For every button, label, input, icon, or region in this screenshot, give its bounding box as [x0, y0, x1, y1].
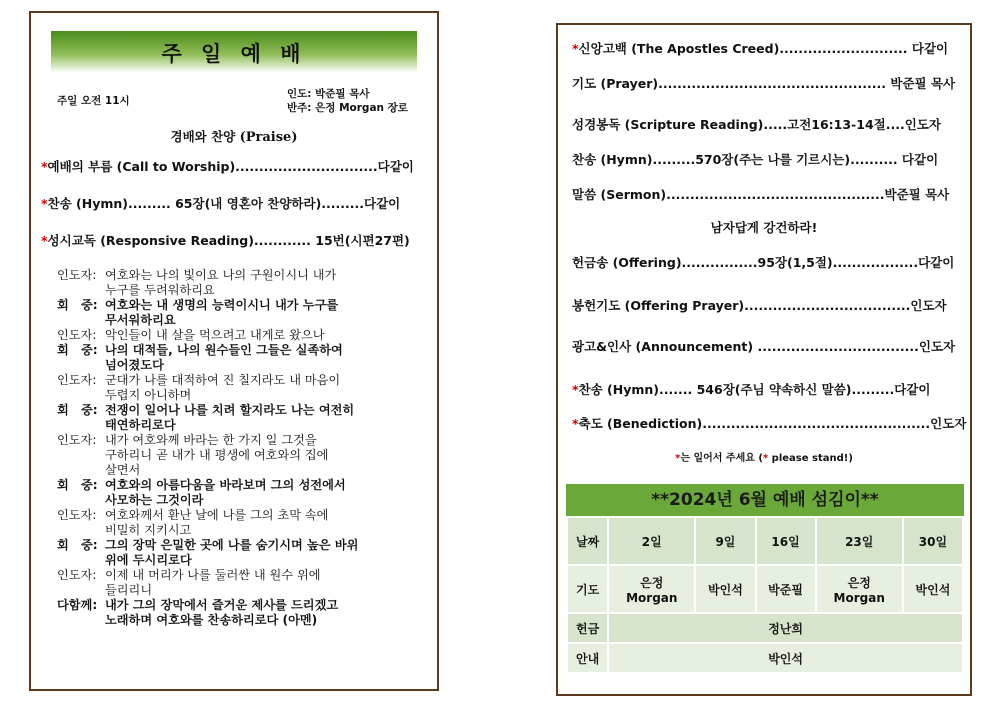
reading-role: 다함께:: [57, 598, 98, 612]
order-item: 봉헌기도 (Offering Prayer)...................................인도자: [572, 298, 947, 313]
reading-text: 여호와는 나의 빛이요 나의 구원이시니 내가: [105, 268, 337, 282]
reading-text: 군대가 나를 대적하여 진 칠지라도 내 마음이: [105, 373, 341, 387]
table-cell: 박인석: [608, 643, 963, 673]
table-cell: 날짜: [567, 517, 608, 565]
reading-line: [57, 523, 432, 538]
reading-line: [57, 433, 432, 448]
table-cell: 30일: [903, 517, 963, 565]
order-item: 찬송 (Hymn).........570장(주는 나를 기르시는).......... 다같이: [572, 152, 939, 167]
reading-role: 회 중:: [57, 478, 98, 492]
reading-line: [57, 403, 432, 418]
order-item: *찬송 (Hymn)......... 65장(내 영혼아 찬양하라).........다같이: [41, 196, 401, 211]
order-item: *성시교독 (Responsive Reading)............ 15번(시편27편): [41, 233, 410, 248]
schedule-table: [566, 516, 964, 674]
reading-text: 넘어졌도다: [105, 358, 164, 372]
reading-text: 사모하는 그것이라: [105, 493, 204, 507]
reading-text: 노래하며 여호와를 찬송하리로다 (아멘): [105, 613, 318, 627]
reading-text: 비밀히 지키시고: [105, 523, 192, 537]
table-cell: 기도: [567, 565, 608, 613]
schedule-title: **2024년 6월 예배 섬김이**: [566, 484, 964, 516]
reading-text: 구하리니 곧 내가 내 평생에 여호와의 집에: [105, 448, 329, 462]
reading-role: 인도자:: [57, 328, 97, 342]
table-cell: 23일: [816, 517, 903, 565]
table-cell: 2일: [608, 517, 695, 565]
table-cell: 정난희: [608, 613, 963, 643]
table-cell: 박인석: [695, 565, 755, 613]
table-cell: 안내: [567, 643, 608, 673]
reading-line: [57, 538, 432, 553]
order-item: 광고&인사 (Announcement) ..................................인도자: [572, 339, 956, 354]
order-item: *신앙고백 (The Apostles Creed)........................... 다같이: [572, 41, 949, 56]
reading-text: 살면서: [105, 463, 141, 477]
reading-text: 악인들이 내 살을 먹으려고 내게로 왔으나: [105, 328, 325, 342]
reading-role: 인도자:: [57, 268, 97, 282]
reading-line: [57, 583, 432, 598]
page-title: 주 일 예 배: [161, 42, 307, 66]
reading-text: 위에 두시리로다: [105, 553, 192, 567]
order-item: *축도 (Benediction)................................................인도자: [572, 416, 967, 431]
reading-line: [57, 298, 432, 313]
leader-info: 인도: 박준필 목사: [287, 88, 370, 100]
reading-text: 이제 내 머리가 나를 둘러싼 내 원수 위에: [105, 568, 321, 582]
table-row: [567, 643, 963, 673]
reading-role: 인도자:: [57, 373, 97, 387]
service-time: 주일 오전 11시: [57, 95, 130, 107]
reading-text: 누구를 두려워하리요: [105, 283, 215, 297]
reading-line: [57, 268, 432, 283]
reading-line: [57, 343, 432, 358]
reading-text: 들리리니: [105, 583, 153, 597]
reading-line: [57, 328, 432, 343]
table-cell: 9일: [695, 517, 755, 565]
reading-text: 태연하리로다: [105, 418, 176, 432]
order-item: 말씀 (Sermon)..............................................박준필 목사: [572, 187, 950, 202]
reading-line: [57, 613, 432, 628]
stand-note: *는 일어서 주세요 (* please stand!): [675, 453, 853, 464]
order-item: *예배의 부름 (Call to Worship)..............................다같이: [41, 159, 414, 174]
responsive-reading: [57, 268, 432, 628]
accompanist-info: 반주: 은정 Morgan 장로: [287, 102, 408, 114]
reading-role: 인도자:: [57, 568, 97, 582]
reading-role: 인도자:: [57, 433, 97, 447]
reading-line: [57, 478, 432, 493]
table-row: [567, 613, 963, 643]
table-cell: 박인석: [903, 565, 963, 613]
reading-role: 회 중:: [57, 538, 98, 552]
section-title: 경배와 찬양 (Praise): [170, 129, 298, 145]
reading-line: [57, 358, 432, 373]
table-row: [567, 517, 963, 565]
reading-text: 전쟁이 일어나 나를 치려 할지라도 나는 여전히: [105, 403, 355, 417]
reading-line: [57, 418, 432, 433]
table-cell: 은정 Morgan: [816, 565, 903, 613]
table-row: [567, 565, 963, 613]
table-cell: 헌금: [567, 613, 608, 643]
reading-line: [57, 463, 432, 478]
right-page: [556, 23, 972, 696]
reading-line: [57, 568, 432, 583]
reading-line: [57, 313, 432, 328]
reading-text: 두렵지 아니하며: [105, 388, 192, 402]
reading-role: 회 중:: [57, 298, 98, 312]
reading-line: [57, 448, 432, 463]
title-banner: [51, 31, 417, 73]
reading-line: [57, 598, 432, 613]
sermon-title: 남자답게 강건하라!: [710, 220, 818, 235]
reading-text: 여호와께서 환난 날에 나를 그의 초막 속에: [105, 508, 329, 522]
reading-role: 인도자:: [57, 508, 97, 522]
order-item: 성경봉독 (Scripture Reading).....고전16:13-14절....인도자: [572, 117, 941, 132]
reading-line: [57, 508, 432, 523]
reading-line: [57, 493, 432, 508]
table-cell: 박준필: [756, 565, 816, 613]
reading-text: 여호와는 내 생명의 능력이시니 내가 누구를: [105, 298, 339, 312]
reading-role: 회 중:: [57, 403, 98, 417]
reading-text: 내가 여호와께 바라는 한 가지 일 그것을: [105, 433, 317, 447]
reading-text: 여호와의 아름다움을 바라보며 그의 성전에서: [105, 478, 346, 492]
reading-line: [57, 283, 432, 298]
reading-line: [57, 553, 432, 568]
reading-text: 무서워하리요: [105, 313, 176, 327]
order-item: 기도 (Prayer)................................................ 박준필 목사: [572, 76, 956, 91]
reading-text: 나의 대적들, 나의 원수들인 그들은 실족하여: [105, 343, 343, 357]
left-page: [29, 11, 439, 691]
reading-line: [57, 373, 432, 388]
order-item: *찬송 (Hymn)....... 546장(주님 약속하신 말씀).........다같이: [572, 382, 931, 397]
reading-text: 내가 그의 장막에서 즐거운 제사를 드리겠고: [105, 598, 339, 612]
reading-line: [57, 388, 432, 403]
reading-role: 회 중:: [57, 343, 98, 357]
reading-text: 그의 장막 은밀한 곳에 나를 숨기시며 높은 바위: [105, 538, 359, 552]
table-cell: 16일: [756, 517, 816, 565]
table-cell: 은정 Morgan: [608, 565, 695, 613]
order-item: 헌금송 (Offering)................95장(1,5절)..................다같이: [572, 255, 955, 270]
